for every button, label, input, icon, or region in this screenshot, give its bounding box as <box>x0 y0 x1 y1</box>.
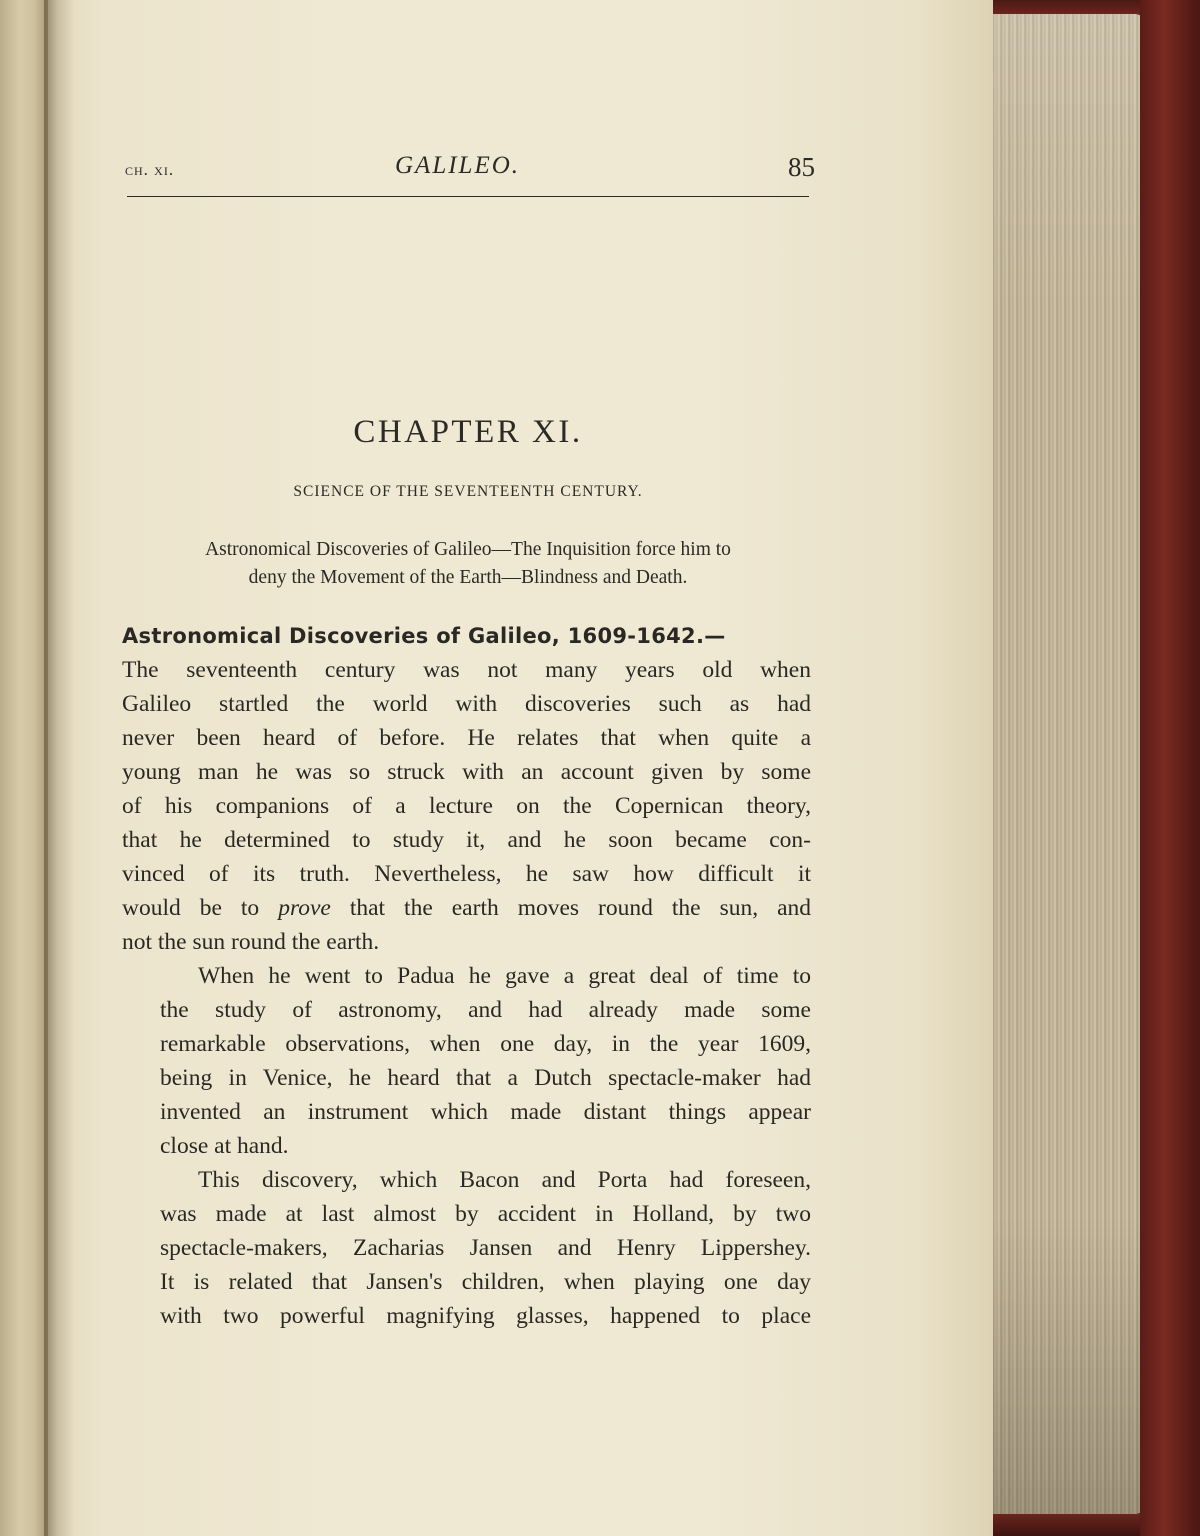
text-line: When he went to Padua he gave a great deal of time to <box>198 963 811 989</box>
running-head-chapter: ch. xi. <box>125 160 175 179</box>
text-line: It is related that Jansen's children, when playing one day <box>160 1269 811 1295</box>
paragraph-2 <box>122 959 811 1163</box>
text-line: not the sun round the earth. <box>122 929 380 955</box>
text-line: invented an instrument which made distant things appear <box>160 1099 811 1125</box>
chapter-summary <box>127 536 809 592</box>
text-line: that he determined to study it, and he soon became con- <box>122 827 811 853</box>
text-segment: would be to <box>122 895 260 921</box>
text-line: of his companions of a lecture on the Copernican theory, <box>122 793 811 819</box>
book-cover <box>1140 0 1200 1536</box>
text-line: being in Venice, he heard that a Dutch spectacle-maker had <box>160 1065 811 1091</box>
emphasized-word: prove <box>278 895 331 921</box>
text-line: Galileo startled the world with discoveries such as had <box>122 691 811 717</box>
chapter-subtitle: SCIENCE OF THE SEVENTEENTH CENTURY. <box>293 483 643 500</box>
page-gutter <box>44 0 74 1536</box>
text-line: spectacle-makers, Zacharias Jansen and Henry Lippershey. <box>160 1235 811 1261</box>
paragraph-1 <box>122 619 811 959</box>
page-stack-shade <box>993 14 1145 1514</box>
text-line: The seventeenth century was not many years old when <box>122 657 811 683</box>
chapter-title: CHAPTER XI. <box>353 414 583 450</box>
running-head <box>125 150 815 190</box>
paragraph-3 <box>122 1163 811 1333</box>
text-line: vinced of its truth. Nevertheless, he saw how difficult it <box>122 861 811 887</box>
text-segment: that the earth moves round the sun, and <box>349 895 811 921</box>
text-line: was made at last almost by accident in Holland, by two <box>160 1201 811 1227</box>
body-text <box>122 619 811 1333</box>
chapter-summary-line: Astronomical Discoveries of Galileo—The Inquisition force him to <box>205 539 731 560</box>
text-line: young man he was so struck with an account given by some <box>122 759 811 785</box>
text-line <box>122 891 811 925</box>
text-line: This discovery, which Bacon and Porta had foreseen, <box>198 1167 811 1193</box>
text-line: the study of astronomy, and had already made some <box>160 997 811 1023</box>
text-line: never been heard of before. He relates that when quite a <box>122 725 811 751</box>
text-line: close at hand. <box>160 1133 289 1159</box>
text-line: with two powerful magnifying glasses, happened to place <box>160 1303 811 1329</box>
running-head-title: GALILEO. <box>395 152 521 179</box>
chapter-summary-line: deny the Movement of the Earth—Blindness and Death. <box>248 567 688 588</box>
page-number: 85 <box>788 152 815 182</box>
side-head: Astronomical Discoveries of Galileo, 1609-1642.— <box>122 624 726 648</box>
text-line: remarkable observations, when one day, in the year 1609, <box>160 1031 811 1057</box>
left-page-edge <box>0 0 48 1536</box>
side-head-line <box>122 619 811 653</box>
header-rule <box>127 196 809 197</box>
